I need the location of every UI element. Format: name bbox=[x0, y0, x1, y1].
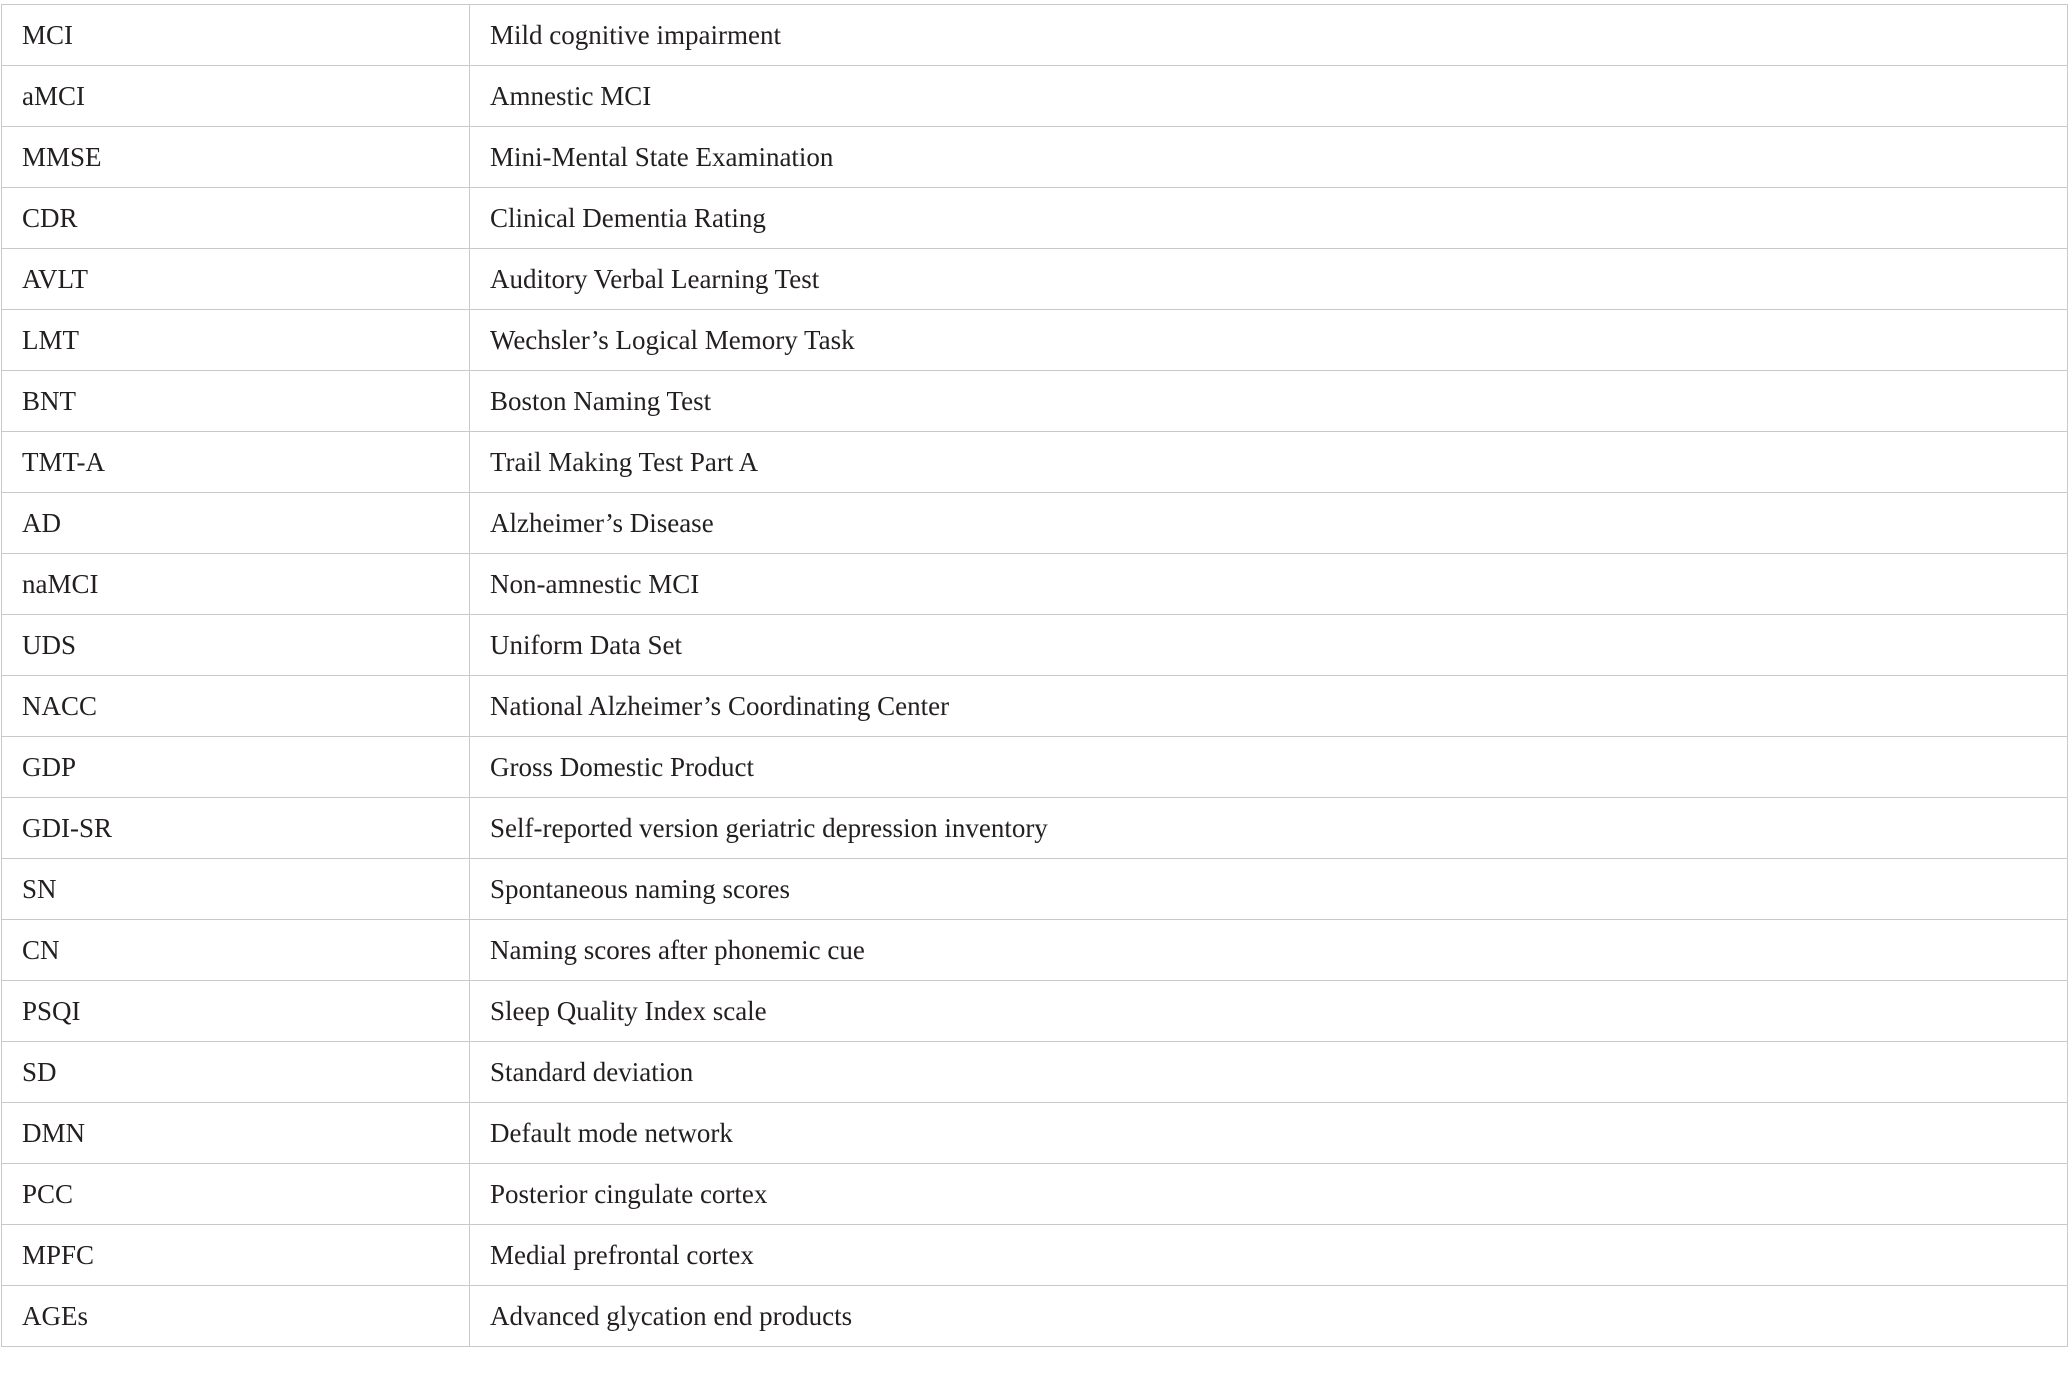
abbreviation-cell: TMT-A bbox=[2, 432, 470, 493]
definition-cell: Self-reported version geriatric depression inventory bbox=[470, 798, 2068, 859]
definition-cell: Trail Making Test Part A bbox=[470, 432, 2068, 493]
abbreviation-cell: AGEs bbox=[2, 1286, 470, 1347]
table-row bbox=[2, 310, 2068, 371]
abbreviation-cell: BNT bbox=[2, 371, 470, 432]
table-row bbox=[2, 1164, 2068, 1225]
definition-cell: Default mode network bbox=[470, 1103, 2068, 1164]
table-row bbox=[2, 1286, 2068, 1347]
table-row bbox=[2, 920, 2068, 981]
table-row bbox=[2, 554, 2068, 615]
table-row bbox=[2, 66, 2068, 127]
definition-cell: Mini-Mental State Examination bbox=[470, 127, 2068, 188]
definition-cell: Uniform Data Set bbox=[470, 615, 2068, 676]
abbreviation-cell: GDP bbox=[2, 737, 470, 798]
abbreviation-cell: MPFC bbox=[2, 1225, 470, 1286]
abbreviation-cell: PCC bbox=[2, 1164, 470, 1225]
table-row bbox=[2, 1225, 2068, 1286]
definition-cell: Medial prefrontal cortex bbox=[470, 1225, 2068, 1286]
abbreviation-cell: UDS bbox=[2, 615, 470, 676]
abbreviation-cell: AVLT bbox=[2, 249, 470, 310]
definition-cell: Spontaneous naming scores bbox=[470, 859, 2068, 920]
abbreviation-cell: SD bbox=[2, 1042, 470, 1103]
definition-cell: Mild cognitive impairment bbox=[470, 5, 2068, 66]
abbreviation-cell: MMSE bbox=[2, 127, 470, 188]
abbreviations-table bbox=[1, 4, 2068, 1347]
definition-cell: Wechsler’s Logical Memory Task bbox=[470, 310, 2068, 371]
definition-cell: Standard deviation bbox=[470, 1042, 2068, 1103]
abbreviation-cell: CDR bbox=[2, 188, 470, 249]
table-row bbox=[2, 859, 2068, 920]
table-row bbox=[2, 432, 2068, 493]
abbreviation-cell: naMCI bbox=[2, 554, 470, 615]
definition-cell: Amnestic MCI bbox=[470, 66, 2068, 127]
abbreviation-cell: aMCI bbox=[2, 66, 470, 127]
definition-cell: Boston Naming Test bbox=[470, 371, 2068, 432]
definition-cell: Clinical Dementia Rating bbox=[470, 188, 2068, 249]
table-row bbox=[2, 1103, 2068, 1164]
abbreviation-cell: CN bbox=[2, 920, 470, 981]
table-row bbox=[2, 615, 2068, 676]
table-row bbox=[2, 737, 2068, 798]
abbreviation-cell: NACC bbox=[2, 676, 470, 737]
definition-cell: National Alzheimer’s Coordinating Center bbox=[470, 676, 2068, 737]
definition-cell: Sleep Quality Index scale bbox=[470, 981, 2068, 1042]
abbreviation-cell: MCI bbox=[2, 5, 470, 66]
definition-cell: Non-amnestic MCI bbox=[470, 554, 2068, 615]
table-row bbox=[2, 798, 2068, 859]
abbreviation-cell: PSQI bbox=[2, 981, 470, 1042]
definition-cell: Posterior cingulate cortex bbox=[470, 1164, 2068, 1225]
table-row bbox=[2, 1042, 2068, 1103]
table-row bbox=[2, 371, 2068, 432]
abbreviation-cell: GDI-SR bbox=[2, 798, 470, 859]
definition-cell: Naming scores after phonemic cue bbox=[470, 920, 2068, 981]
abbreviation-cell: DMN bbox=[2, 1103, 470, 1164]
table-row bbox=[2, 188, 2068, 249]
definition-cell: Gross Domestic Product bbox=[470, 737, 2068, 798]
table-row bbox=[2, 127, 2068, 188]
abbreviations-table-body bbox=[2, 5, 2068, 1347]
definition-cell: Auditory Verbal Learning Test bbox=[470, 249, 2068, 310]
table-row bbox=[2, 493, 2068, 554]
abbreviation-cell: SN bbox=[2, 859, 470, 920]
table-row bbox=[2, 249, 2068, 310]
definition-cell: Advanced glycation end products bbox=[470, 1286, 2068, 1347]
table-row bbox=[2, 981, 2068, 1042]
definition-cell: Alzheimer’s Disease bbox=[470, 493, 2068, 554]
table-row bbox=[2, 5, 2068, 66]
abbreviation-cell: AD bbox=[2, 493, 470, 554]
table-row bbox=[2, 676, 2068, 737]
abbreviation-cell: LMT bbox=[2, 310, 470, 371]
